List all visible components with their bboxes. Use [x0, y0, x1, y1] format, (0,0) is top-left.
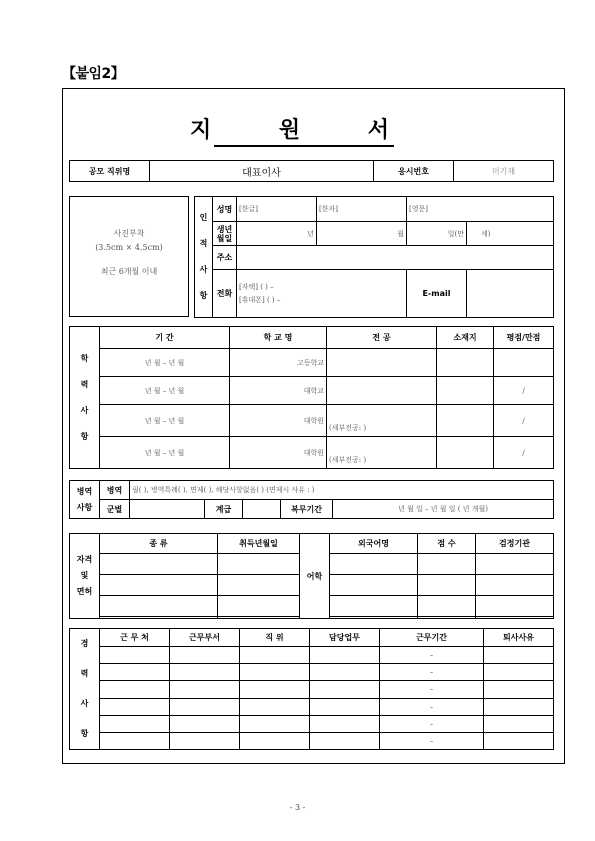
- photo-text-2: (3.5cm × 4.5cm): [95, 243, 163, 252]
- career-cell[interactable]: [170, 647, 240, 664]
- license-cell[interactable]: [218, 575, 300, 596]
- language-header-name: 외국어명: [330, 534, 418, 554]
- edu-location[interactable]: [437, 437, 494, 469]
- license-cell[interactable]: [100, 554, 218, 575]
- edu-major[interactable]: [327, 377, 437, 405]
- education-section-label: 학 력 사 항: [70, 327, 100, 469]
- name-korean[interactable]: [한글]: [237, 197, 317, 222]
- language-cell[interactable]: [330, 554, 418, 575]
- license-header-type: 종 류: [100, 534, 218, 554]
- career-cell[interactable]: [484, 647, 554, 664]
- form-title: 지 원 서: [189, 117, 420, 143]
- edu-header-score: 평점/만점: [494, 327, 554, 349]
- edu-school[interactable]: 대학교: [230, 377, 327, 405]
- military-section-label: 병역 사항: [70, 481, 100, 519]
- language-cell[interactable]: [330, 596, 418, 617]
- email-field[interactable]: [467, 270, 554, 318]
- license-cell[interactable]: [100, 575, 218, 596]
- edu-major[interactable]: [327, 349, 437, 377]
- career-cell[interactable]: [484, 681, 554, 698]
- language-cell[interactable]: [476, 596, 554, 617]
- edu-score[interactable]: [494, 349, 554, 377]
- personal-section-label: 인 적 사 항: [195, 197, 213, 318]
- career-header-reason: 퇴사사유: [484, 629, 554, 647]
- career-cell[interactable]: [170, 715, 240, 732]
- exam-number-value[interactable]: 미기재: [454, 161, 554, 182]
- career-cell[interactable]: [484, 732, 554, 749]
- license-cell[interactable]: [100, 596, 218, 617]
- edu-major[interactable]: (세부전공: ): [327, 405, 437, 437]
- phone-home: [자택] ( ) –: [239, 282, 274, 291]
- career-cell[interactable]: [310, 732, 380, 749]
- edu-score[interactable]: /: [494, 405, 554, 437]
- address-field[interactable]: [237, 246, 554, 270]
- career-cell[interactable]: [240, 664, 310, 681]
- career-cell[interactable]: [100, 681, 170, 698]
- birth-age[interactable]: 세): [467, 222, 554, 246]
- career-period-cell[interactable]: –: [380, 732, 484, 749]
- post-table: [69, 160, 554, 182]
- career-cell[interactable]: [100, 715, 170, 732]
- career-header-dept: 근무부서: [170, 629, 240, 647]
- career-cell[interactable]: [240, 647, 310, 664]
- career-cell[interactable]: [240, 715, 310, 732]
- military-period-value[interactable]: 년 월 일 – 년 월 일 ( 년 개월): [333, 500, 554, 519]
- title-underline: [214, 145, 394, 147]
- career-cell[interactable]: [310, 647, 380, 664]
- career-cell[interactable]: [310, 715, 380, 732]
- photo-text-3: 최근 6개월 이내: [100, 267, 158, 276]
- military-period-label: 복무기간: [281, 500, 333, 519]
- career-cell[interactable]: [170, 681, 240, 698]
- career-cell[interactable]: [484, 715, 554, 732]
- birth-month[interactable]: 월: [317, 222, 407, 246]
- career-table: [69, 628, 554, 750]
- post-label: 공모 직위명: [70, 161, 150, 182]
- license-section-label: 자격 및 면허: [70, 534, 100, 619]
- edu-period[interactable]: 년 월 – 년 월: [100, 349, 230, 377]
- edu-major[interactable]: (세부전공: ): [327, 437, 437, 469]
- birth-year[interactable]: 년: [237, 222, 317, 246]
- edu-school[interactable]: 대학원: [230, 437, 327, 469]
- attachment-label: 【붙임2】: [62, 66, 125, 82]
- language-cell[interactable]: [418, 575, 476, 596]
- career-cell[interactable]: [100, 698, 170, 715]
- military-status-label: 병역: [100, 481, 130, 500]
- career-cell[interactable]: [240, 681, 310, 698]
- photo-text-1: 사진부착: [113, 229, 145, 238]
- name-label: 성명: [213, 197, 237, 222]
- name-hanja[interactable]: [한자]: [317, 197, 407, 222]
- edu-period[interactable]: 년 월 – 년 월: [100, 437, 230, 469]
- language-header-score: 점 수: [418, 534, 476, 554]
- phone-mobile: [휴대폰] ( ) –: [239, 295, 281, 304]
- birth-label: 생년월일: [213, 222, 237, 246]
- address-label: 주소: [213, 246, 237, 270]
- career-period-cell[interactable]: –: [380, 681, 484, 698]
- edu-period[interactable]: 년 월 – 년 월: [100, 377, 230, 405]
- license-cell[interactable]: [218, 596, 300, 617]
- career-period-cell[interactable]: –: [380, 698, 484, 715]
- career-cell[interactable]: [170, 732, 240, 749]
- career-header-position: 직 위: [240, 629, 310, 647]
- license-header-date: 취득년월일: [218, 534, 300, 554]
- license-table: [69, 533, 554, 619]
- career-header-duty: 담당업무: [310, 629, 380, 647]
- edu-header-school: 학 교 명: [230, 327, 327, 349]
- career-cell[interactable]: [484, 664, 554, 681]
- phone-label: 전화: [213, 270, 237, 318]
- language-header-agency: 검정기관: [476, 534, 554, 554]
- career-cell[interactable]: [100, 732, 170, 749]
- language-cell[interactable]: [476, 575, 554, 596]
- career-cell[interactable]: [310, 664, 380, 681]
- phone-field[interactable]: [237, 270, 407, 318]
- edu-header-major: 전 공: [327, 327, 437, 349]
- edu-score[interactable]: /: [494, 437, 554, 469]
- edu-period[interactable]: 년 월 – 년 월: [100, 405, 230, 437]
- language-cell[interactable]: [418, 554, 476, 575]
- language-cell[interactable]: [418, 596, 476, 617]
- career-section-label: 경 력 사 항: [70, 629, 100, 750]
- career-header-period: 근무기간: [380, 629, 484, 647]
- career-period-cell[interactable]: –: [380, 647, 484, 664]
- career-period-cell[interactable]: –: [380, 664, 484, 681]
- language-cell[interactable]: [330, 575, 418, 596]
- military-branch-field[interactable]: [130, 500, 205, 519]
- email-label: E-mail: [407, 270, 467, 318]
- post-value[interactable]: 대표이사: [150, 161, 374, 182]
- language-label: 어학: [300, 534, 330, 619]
- name-english[interactable]: [영문]: [407, 197, 554, 222]
- career-cell[interactable]: [240, 732, 310, 749]
- career-cell[interactable]: [310, 698, 380, 715]
- personal-table: [194, 196, 554, 318]
- education-table: [69, 326, 554, 469]
- military-table: [69, 480, 554, 519]
- photo-box[interactable]: [69, 196, 189, 317]
- edu-score[interactable]: /: [494, 377, 554, 405]
- license-cell[interactable]: [218, 554, 300, 575]
- career-cell[interactable]: [100, 647, 170, 664]
- career-header-workplace: 근 무 처: [100, 629, 170, 647]
- career-cell[interactable]: [240, 698, 310, 715]
- edu-school[interactable]: 대학원: [230, 405, 327, 437]
- military-rank-label: 계급: [205, 500, 243, 519]
- career-cell[interactable]: [170, 664, 240, 681]
- edu-location[interactable]: [437, 377, 494, 405]
- edu-header-location: 소재지: [437, 327, 494, 349]
- language-cell[interactable]: [476, 554, 554, 575]
- page-number: - 3 -: [289, 803, 306, 812]
- edu-school[interactable]: 고등학교: [230, 349, 327, 377]
- military-rank-field[interactable]: [243, 500, 281, 519]
- career-period-cell[interactable]: –: [380, 715, 484, 732]
- career-cell[interactable]: [170, 698, 240, 715]
- exam-number-label: 응시번호: [374, 161, 454, 182]
- edu-location[interactable]: [437, 405, 494, 437]
- military-status-value[interactable]: 필( ), 병역특례( ), 면제( ), 해당사항없음( ) (면제시 사유 : ): [130, 481, 554, 500]
- military-branch-label: 군별: [100, 500, 130, 519]
- birth-day[interactable]: 일(만: [407, 222, 467, 246]
- edu-location[interactable]: [437, 349, 494, 377]
- career-cell[interactable]: [484, 698, 554, 715]
- edu-header-period: 기 간: [100, 327, 230, 349]
- career-cell[interactable]: [310, 681, 380, 698]
- career-cell[interactable]: [100, 664, 170, 681]
